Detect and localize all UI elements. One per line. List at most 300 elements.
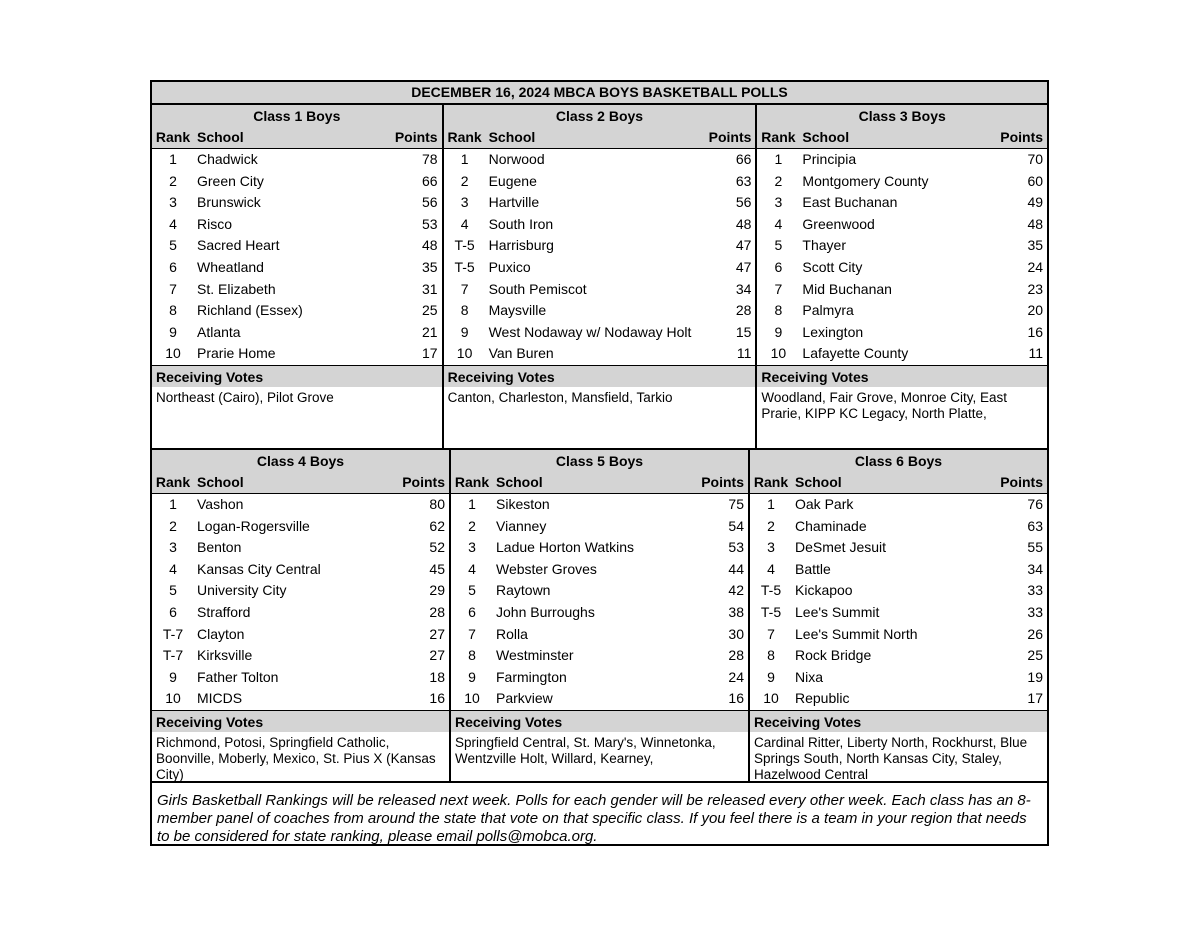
table-row [750,624,1047,646]
column-headers [152,472,449,493]
school-cell: Palmyra [802,302,854,319]
points-cell: 16 [728,690,744,707]
table-row [444,235,756,257]
table-row [444,214,756,236]
table-row [750,602,1047,624]
school-cell: Atlanta [197,323,241,340]
points-cell: 21 [422,323,438,340]
table-row [451,667,748,689]
rank-cell: 9 [468,668,476,685]
school-cell: Parkview [496,690,553,707]
points-cell: 17 [1027,690,1043,707]
points-cell: 54 [728,517,744,534]
rank-cell: 8 [468,647,476,664]
rank-header: Rank [155,129,191,145]
points-cell: 28 [728,647,744,664]
rank-cell: 10 [464,690,480,707]
poll-table [150,80,1049,846]
school-cell: South Pemiscot [488,280,587,297]
rank-cell: 10 [456,345,473,362]
school-cell: Harrisburg [488,237,554,254]
rank-cell: T-5 [760,603,782,620]
points-cell: 78 [422,151,438,167]
rank-cell: T-5 [454,237,475,254]
points-cell: 11 [1028,345,1044,362]
school-cell: Thayer [802,237,846,254]
points-cell: 28 [735,302,752,319]
class-title: Class 5 Boys [555,453,644,469]
rank-cell: 1 [767,496,775,512]
rank-cell: 2 [169,172,177,189]
points-cell: 63 [735,172,752,189]
school-cell: Chaminade [795,517,867,534]
points-cell: 31 [422,280,438,297]
rank-cell: 10 [763,690,779,707]
school-cell: Kickapoo [795,582,853,599]
table-row [152,171,442,193]
rank-header: Rank [454,474,490,490]
rank-cell: 1 [460,151,469,167]
points-cell: 15 [735,323,752,340]
receiving-votes-header: Receiving Votes [444,365,756,387]
table-row [152,214,442,236]
points-cell: 16 [1027,323,1044,340]
school-header: School [197,474,244,490]
table-row [444,279,756,301]
points-header: Points [701,474,744,490]
receiving-votes-header: Receiving Votes [757,365,1047,387]
rank-cell: 2 [468,517,476,534]
table-row [757,343,1047,365]
rank-cell: 4 [774,215,783,232]
receiving-votes-list: Woodland, Fair Grove, Monroe City, East Prarie, KIPP KC Legacy, North Platte, [761,389,1008,421]
rank-cell: 6 [169,258,177,275]
table-row [750,559,1047,581]
points-cell: 66 [735,151,752,167]
table-row [152,624,449,646]
rank-cell: 4 [468,560,476,577]
class-header [451,450,748,494]
table-row [152,559,449,581]
points-cell: 76 [1027,496,1043,512]
school-header: School [802,129,850,145]
points-cell: 35 [1027,237,1044,254]
column-headers [152,127,442,148]
rank-cell: 3 [468,539,476,556]
class-header [444,105,756,149]
school-cell: University City [197,582,287,599]
school-header: School [197,129,244,145]
table-row [750,688,1047,710]
school-cell: Battle [795,560,831,577]
rank-cell: 3 [774,194,783,211]
rank-cell: 7 [468,625,476,642]
table-row [750,580,1047,602]
school-cell: Clayton [197,625,245,642]
school-cell: South Iron [488,215,554,232]
rank-header: Rank [761,129,796,145]
table-row [757,171,1047,193]
class-title: Class 4 Boys [256,453,345,469]
points-cell: 47 [735,237,752,254]
table-row [152,537,449,559]
table-row [444,171,756,193]
table-row [152,645,449,667]
table-row [451,602,748,624]
rank-cell: 10 [165,345,181,362]
rank-cell: 2 [169,517,177,534]
rank-cell: 1 [169,151,177,167]
receiving-votes-list: Northeast (Cairo), Pilot Grove [156,389,334,405]
points-header: Points [394,129,438,145]
school-cell: Eugene [488,172,537,189]
points-cell: 53 [422,215,438,232]
points-cell: 56 [735,194,752,211]
points-cell: 26 [1027,625,1043,642]
table-row [444,257,756,279]
class-header [757,105,1047,149]
rank-cell: 4 [169,560,177,577]
rank-cell: T-7 [162,625,184,642]
points-cell: 55 [1027,539,1043,556]
table-row [451,645,748,667]
points-cell: 66 [422,172,438,189]
table-row [451,494,748,516]
school-cell: Webster Groves [496,560,597,577]
school-cell: East Buchanan [802,194,898,211]
table-row [152,149,442,171]
school-cell: Wheatland [197,258,264,275]
table-row [152,300,442,322]
rank-cell: 8 [774,302,783,319]
rank-cell: 8 [767,647,775,664]
table-row [444,343,756,365]
school-cell: Father Tolton [197,668,279,685]
school-cell: Nixa [795,668,824,685]
receiving-votes-list: Springfield Central, St. Mary's, Winnetonka, Wentzville Holt, Willard, Kearney, [455,734,716,766]
points-cell: 25 [1027,647,1043,664]
table-row [152,322,442,344]
table-row [750,645,1047,667]
points-cell: 34 [735,280,752,297]
rank-cell: 3 [460,194,469,211]
table-row [152,494,449,516]
points-header: Points [1000,129,1044,145]
points-cell: 47 [735,258,752,275]
points-cell: 33 [1027,582,1043,599]
school-cell: West Nodaway w/ Nodaway Holt [488,323,692,340]
points-cell: 80 [429,496,445,512]
points-cell: 24 [1027,258,1044,275]
school-cell: DeSmet Jesuit [795,539,887,556]
points-cell: 38 [728,603,744,620]
points-cell: 44 [728,560,744,577]
points-cell: 48 [735,215,752,232]
school-cell: Kansas City Central [197,560,321,577]
table-row [750,516,1047,538]
school-cell: Lexington [802,323,864,340]
rank-cell: 4 [460,215,469,232]
points-cell: 34 [1027,560,1043,577]
table-row [757,235,1047,257]
rank-cell: 4 [169,215,177,232]
table-row [750,494,1047,516]
rank-cell: 7 [774,280,783,297]
points-cell: 27 [429,647,445,664]
school-cell: Strafford [197,603,251,620]
table-row [757,300,1047,322]
points-cell: 25 [422,302,438,319]
rank-cell: 7 [767,625,775,642]
rank-cell: 3 [767,539,775,556]
points-header: Points [402,474,445,490]
school-cell: Lee's Summit North [795,625,918,642]
rank-cell: 10 [770,345,787,362]
school-cell: Principia [802,151,857,167]
school-cell: Hartville [488,194,540,211]
table-row [757,192,1047,214]
table-row [444,300,756,322]
rank-list [444,149,756,365]
column-headers [444,127,756,148]
table-row [757,279,1047,301]
poll-row-2 [152,450,1047,783]
rank-cell: 5 [774,237,783,254]
rank-cell: T-5 [760,582,782,599]
school-cell: Prarie Home [197,345,276,362]
footer-note: Girls Basketball Rankings will be released next week. Polls for each gender will be released every other week. Each class has an 8-member panel of coaches from around the state that vote on that specific class. If you feel there is a team in your region that needs to be considered for state ranking, please email polls@mobca.org. [157,792,1031,845]
class-title: Class 1 Boys [253,108,341,124]
class-block-4 [152,450,449,781]
points-cell: 20 [1027,302,1044,319]
rank-cell: T-7 [162,647,184,664]
table-row [152,343,442,365]
table-row [451,580,748,602]
rank-cell: 9 [767,668,775,685]
rank-cell: 9 [169,668,177,685]
school-cell: Brunswick [197,194,261,211]
points-cell: 35 [422,258,438,275]
school-cell: Republic [795,690,850,707]
school-cell: Benton [197,539,242,556]
points-cell: 16 [429,690,445,707]
rank-cell: T-5 [454,258,475,275]
column-headers [451,472,748,493]
rank-list [757,149,1047,365]
points-cell: 48 [422,237,438,254]
school-cell: Vashon [197,496,244,512]
rank-cell: 2 [774,172,783,189]
points-header: Points [1000,474,1043,490]
rank-cell: 7 [460,280,469,297]
school-cell: Risco [197,215,233,232]
points-header: Points [708,129,752,145]
rank-cell: 2 [767,517,775,534]
school-cell: Oak Park [795,496,854,512]
points-cell: 45 [429,560,445,577]
receiving-votes-list: Canton, Charleston, Mansfield, Tarkio [447,389,673,405]
school-cell: Rock Bridge [795,647,872,664]
school-cell: Maysville [488,302,547,319]
page-title: DECEMBER 16, 2024 MBCA BOYS BASKETBALL POLLS [152,82,1047,105]
table-row [451,559,748,581]
school-cell: St. Elizabeth [197,280,276,297]
table-row [152,602,449,624]
rank-cell: 8 [460,302,469,319]
table-row [451,688,748,710]
points-cell: 62 [429,517,445,534]
rank-cell: 8 [169,302,177,319]
rank-header: Rank [753,474,789,490]
points-cell: 28 [429,603,445,620]
class-title: Class 2 Boys [555,108,644,124]
rank-list [152,149,442,365]
school-cell: Kirksville [197,647,253,664]
table-row [444,322,756,344]
school-cell: Scott City [802,258,863,275]
rank-cell: 5 [169,582,177,599]
class-block-1 [152,105,442,448]
school-cell: Richland (Essex) [197,302,303,319]
class-title: Class 3 Boys [858,108,946,124]
school-cell: Rolla [496,625,528,642]
rank-cell: 6 [774,258,783,275]
rank-cell: 1 [169,496,177,512]
table-row [152,667,449,689]
school-cell: Sikeston [496,496,550,512]
receiving-votes-header: Receiving Votes [152,710,449,732]
rank-cell: 3 [169,194,177,211]
points-cell: 19 [1027,668,1043,685]
rank-cell: 3 [169,539,177,556]
class-block-3 [755,105,1047,448]
table-row [757,214,1047,236]
points-cell: 18 [429,668,445,685]
rank-cell: 1 [774,151,783,167]
school-cell: Logan-Rogersville [197,517,310,534]
receiving-votes-header: Receiving Votes [152,365,442,387]
school-cell: Lee's Summit [795,603,880,620]
rank-cell: 1 [468,496,476,512]
class-block-5 [449,450,748,781]
rank-header: Rank [155,474,191,490]
table-row [757,322,1047,344]
table-row [444,192,756,214]
table-row [750,667,1047,689]
school-cell: Sacred Heart [197,237,280,254]
school-cell: MICDS [197,690,243,707]
table-row [152,516,449,538]
rank-cell: 10 [165,690,181,707]
school-cell: Chadwick [197,151,258,167]
school-cell: Greenwood [802,215,875,232]
table-row [451,624,748,646]
school-cell: Montgomery County [802,172,929,189]
rank-cell: 9 [774,323,783,340]
table-row [152,279,442,301]
school-cell: Green City [197,172,264,189]
table-row [750,537,1047,559]
receiving-votes-header: Receiving Votes [451,710,748,732]
rank-cell: 9 [460,323,469,340]
points-cell: 30 [728,625,744,642]
table-row [451,516,748,538]
points-cell: 49 [1027,194,1044,211]
column-headers [750,472,1047,493]
rank-cell: 9 [169,323,177,340]
points-cell: 70 [1027,151,1044,167]
table-row [757,257,1047,279]
school-cell: Vianney [496,517,547,534]
points-cell: 63 [1027,517,1043,534]
school-cell: Norwood [488,151,545,167]
points-cell: 11 [736,345,752,362]
table-row [757,149,1047,171]
points-cell: 56 [422,194,438,211]
points-cell: 17 [422,345,438,362]
school-cell: Ladue Horton Watkins [496,539,634,556]
school-cell: Puxico [488,258,531,275]
table-row [444,149,756,171]
points-cell: 48 [1027,215,1044,232]
column-headers [757,127,1047,148]
receiving-votes-list: Richmond, Potosi, Springfield Catholic, Boonville, Moberly, Mexico, St. Pius X (Kansas City) [156,734,436,782]
points-cell: 24 [728,668,744,685]
points-cell: 53 [728,539,744,556]
points-cell: 42 [728,582,744,599]
table-row [152,688,449,710]
rank-cell: 2 [460,172,469,189]
class-block-6 [748,450,1047,781]
school-cell: Raytown [496,582,551,599]
rank-list [152,494,449,710]
school-cell: John Burroughs [496,603,595,620]
class-header [152,450,449,494]
rank-cell: 5 [468,582,476,599]
class-block-2 [442,105,756,448]
class-header [750,450,1047,494]
table-row [152,192,442,214]
poll-row-1 [152,105,1047,450]
school-header: School [488,129,536,145]
receiving-votes-header: Receiving Votes [750,710,1047,732]
points-cell: 60 [1027,172,1044,189]
receiving-votes-list: Cardinal Ritter, Liberty North, Rockhurst, Blue Springs South, North Kansas City, Staley, Hazelwood Central [754,734,1028,782]
school-header: School [795,474,842,490]
table-row [152,580,449,602]
table-row [152,235,442,257]
rank-cell: 4 [767,560,775,577]
rank-header: Rank [447,129,482,145]
school-cell: Farmington [496,668,567,685]
points-cell: 75 [728,496,744,512]
rank-cell: 6 [468,603,476,620]
points-cell: 52 [429,539,445,556]
points-cell: 29 [429,582,445,599]
table-row [451,537,748,559]
class-title: Class 6 Boys [854,453,943,469]
points-cell: 27 [429,625,445,642]
class-header [152,105,442,149]
school-cell: Mid Buchanan [802,280,892,297]
points-cell: 33 [1027,603,1043,620]
school-header: School [496,474,543,490]
rank-cell: 7 [169,280,177,297]
rank-cell: 5 [169,237,177,254]
table-row [152,257,442,279]
school-cell: Westminster [496,647,574,664]
points-cell: 23 [1027,280,1044,297]
